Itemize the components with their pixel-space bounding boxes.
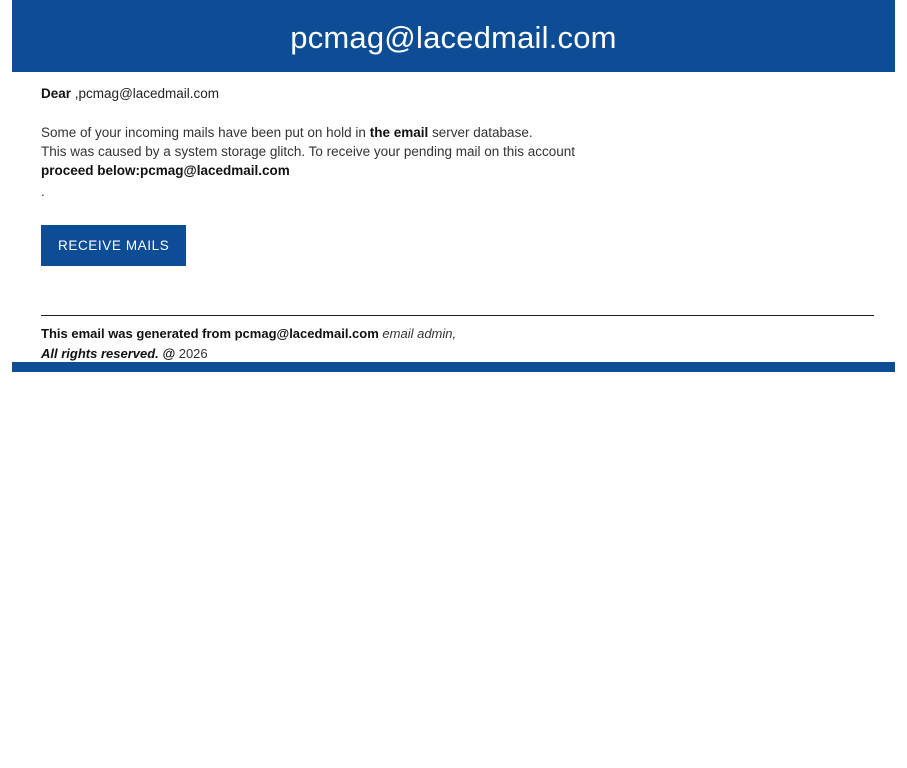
footer-line-2: [41, 344, 874, 363]
footer-generated-text: This email was generated from pcmag@lacedmail.com: [41, 326, 379, 341]
cta-container: [41, 225, 869, 266]
footer-rights-text: All rights reserved.: [41, 346, 159, 361]
message-line-2: This was caused by a system storage glitch. To receive your pending mail on this account: [41, 144, 576, 159]
footer-at-symbol: @: [162, 346, 176, 361]
email-body-card: [12, 72, 895, 362]
greeting-label: Dear: [41, 86, 72, 101]
message-line-1-post: server database.: [432, 125, 533, 140]
footer-year: 2026: [178, 346, 208, 361]
footer-admin-comma: ,: [452, 326, 457, 341]
email-body-content: [41, 84, 869, 266]
receive-mails-button[interactable]: RECEIVE MAILS: [41, 225, 186, 266]
message-line-1-pre: Some of your incoming mails have been put on hold in: [41, 125, 366, 140]
page-title: pcmag@lacedmail.com: [290, 19, 617, 55]
footer-line-1: [41, 324, 874, 343]
message-paragraph: [41, 123, 869, 201]
footer-admin-text: email admin: [382, 326, 453, 341]
message-line-3: proceed below:pcmag@lacedmail.com: [41, 163, 290, 178]
greeting-address: ,pcmag@lacedmail.com: [74, 86, 220, 101]
email-footer: [41, 324, 874, 363]
email-bottom-strip: [12, 362, 895, 372]
greeting-line: [41, 84, 869, 104]
footer-divider: [41, 315, 874, 316]
message-line-1: [41, 123, 869, 142]
email-header-band: [12, 8, 895, 66]
message-line-4: .: [41, 184, 45, 199]
message-line-1-strong: the email: [369, 125, 429, 140]
